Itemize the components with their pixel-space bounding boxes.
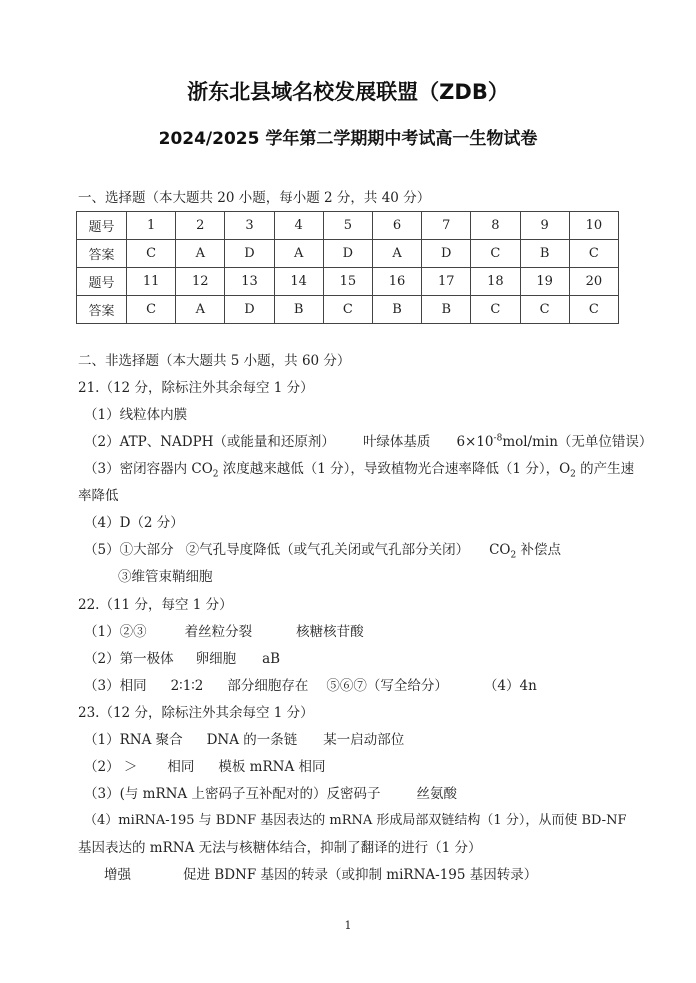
q21-a3-part2: 浓度越来越低（1 分），导致植物光合速率降低（1 分），O bbox=[218, 461, 571, 477]
question-number: 1 bbox=[127, 212, 176, 240]
question-number: 7 bbox=[422, 212, 471, 240]
question-number: 12 bbox=[176, 268, 225, 296]
question-number: 10 bbox=[569, 212, 618, 240]
q23-a1-part1: （1）RNA 聚合 bbox=[84, 732, 183, 748]
q23-a2-part3: 模板 mRNA 相同 bbox=[218, 759, 326, 775]
q21-a3-sub1: 2 bbox=[212, 469, 219, 480]
question-number: 4 bbox=[274, 212, 323, 240]
q21-answer-5 bbox=[84, 541, 561, 559]
q23-a1-part2: DNA 的一条链 bbox=[206, 732, 298, 748]
q22-a1-part3: 核糖核苷酸 bbox=[296, 624, 364, 640]
q23-a5-part2: 促进 BDNF 基因的转录（或抑制 miRNA-195 基因转录） bbox=[183, 867, 538, 883]
answer-cell: A bbox=[176, 296, 225, 324]
q21-a5-part1: （5）①大部分 bbox=[84, 542, 174, 558]
q22-a3-part2: 2∶1∶2 bbox=[170, 678, 204, 694]
answer-cell: B bbox=[372, 296, 421, 324]
q21-a2-exponent: -8 bbox=[493, 433, 503, 444]
answer-cell: B bbox=[274, 296, 323, 324]
q23-a3-part1: （3）(与 mRNA 上密码子互补配对的）反密码子 bbox=[84, 786, 381, 802]
answer-cell: A bbox=[372, 240, 421, 268]
q21-a2-part1: （2）ATP、NADPH（或能量和还原剂） bbox=[84, 434, 335, 450]
row-label-number: 题号 bbox=[77, 212, 127, 240]
q22-answer-2 bbox=[84, 650, 280, 668]
document-subtitle: 2024/2025 学年第二学期期中考试高一生物试卷 bbox=[158, 129, 538, 149]
q23-a5-part1: 增强 bbox=[104, 867, 131, 883]
table-row-answers-1 bbox=[77, 240, 619, 268]
q23-answer-1 bbox=[84, 731, 404, 749]
table-row-answers-2 bbox=[77, 296, 619, 324]
q23-a2-part1: （2） ＞ bbox=[84, 759, 138, 775]
q21-a2-part3-post: mol/min（无单位错误） bbox=[502, 434, 653, 450]
question-number: 20 bbox=[569, 268, 618, 296]
row-label-answer: 答案 bbox=[77, 296, 127, 324]
section2-heading: 二、非选择题（本大题共 5 小题，共 60 分） bbox=[78, 353, 351, 369]
question-number: 13 bbox=[225, 268, 274, 296]
q22-answer-4: （4）4n bbox=[483, 678, 537, 694]
question-number: 3 bbox=[225, 212, 274, 240]
q23-answer-3 bbox=[84, 785, 457, 803]
q21-header: 21.（12 分，除标注外其余每空 1 分） bbox=[78, 380, 314, 396]
q23-answer-4-continued: 基因表达的 mRNA 无法与核糖体结合，抑制了翻译的进行（1 分） bbox=[78, 840, 482, 856]
question-number: 5 bbox=[323, 212, 372, 240]
q22-header: 22.（11 分，每空 1 分） bbox=[78, 597, 233, 613]
question-number: 9 bbox=[520, 212, 569, 240]
q22-a3-part3: 部分细胞存在 bbox=[227, 678, 309, 694]
answer-cell: C bbox=[520, 296, 569, 324]
q22-a1-part1: （1）②③ bbox=[84, 624, 147, 640]
question-number: 11 bbox=[127, 268, 176, 296]
table-row-numbers-1 bbox=[77, 212, 619, 240]
question-number: 15 bbox=[323, 268, 372, 296]
answer-table bbox=[76, 211, 619, 324]
question-number: 8 bbox=[471, 212, 520, 240]
q22-a2-part2: 卵细胞 bbox=[195, 651, 237, 667]
answer-cell: C bbox=[569, 296, 618, 324]
document-title: 浙东北县域名校发展联盟（ZDB） bbox=[187, 80, 509, 104]
q23-answer-5 bbox=[104, 866, 537, 884]
question-number: 19 bbox=[520, 268, 569, 296]
row-label-number: 题号 bbox=[77, 268, 127, 296]
row-label-answer: 答案 bbox=[77, 240, 127, 268]
answer-cell: D bbox=[422, 240, 471, 268]
q22-a1-part2: 着丝粒分裂 bbox=[184, 624, 253, 640]
question-number: 17 bbox=[422, 268, 471, 296]
answer-cell: C bbox=[471, 296, 520, 324]
question-number: 18 bbox=[471, 268, 520, 296]
question-number: 16 bbox=[372, 268, 421, 296]
question-number: 2 bbox=[176, 212, 225, 240]
q22-answer-3 bbox=[84, 677, 537, 695]
q23-answer-4: （4）miRNA-195 与 BDNF 基因表达的 mRNA 形成局部双链结构（1 分），从而使 BD-NF bbox=[84, 813, 627, 828]
q22-a3-part1: （3）相同 bbox=[84, 678, 147, 694]
answer-cell: B bbox=[422, 296, 471, 324]
question-number: 14 bbox=[274, 268, 323, 296]
question-number: 6 bbox=[372, 212, 421, 240]
answer-cell: C bbox=[127, 296, 176, 324]
q23-a2-part2: 相同 bbox=[167, 759, 195, 775]
q21-answer-3 bbox=[84, 460, 634, 478]
page-number: 1 bbox=[344, 919, 352, 932]
q21-a5-part3-post: 补偿点 bbox=[516, 542, 562, 558]
q21-a2-part3-pre: 6×10 bbox=[456, 434, 494, 450]
q21-a5-part3-pre: CO bbox=[489, 542, 511, 558]
q21-a3-part1: （3）密闭容器内 CO bbox=[84, 461, 213, 477]
q23-a3-part2: 丝氨酸 bbox=[416, 786, 457, 802]
answer-cell: A bbox=[176, 240, 225, 268]
answer-cell: C bbox=[569, 240, 618, 268]
answer-cell: C bbox=[323, 296, 372, 324]
q22-a2-part1: （2）第一极体 bbox=[84, 651, 174, 667]
q21-answer-1: （1）线粒体内膜 bbox=[84, 407, 188, 423]
table-row-numbers-2 bbox=[77, 268, 619, 296]
q22-answer-1 bbox=[84, 623, 364, 641]
q23-answer-2 bbox=[84, 758, 326, 776]
q21-answer-5-continued: ③维管束鞘细胞 bbox=[118, 569, 213, 585]
q21-a2-part2: 叶绿体基质 bbox=[362, 434, 431, 450]
q21-a5-part2: ②气孔导度降低（或气孔关闭或气孔部分关闭） bbox=[185, 542, 470, 558]
q21-answer-3-continued: 率降低 bbox=[78, 488, 119, 504]
q21-answer-2 bbox=[84, 433, 652, 451]
section1-heading: 一、选择题（本大题共 20 小题，每小题 2 分，共 40 分） bbox=[78, 190, 431, 206]
answer-cell: C bbox=[127, 240, 176, 268]
answer-cell: D bbox=[323, 240, 372, 268]
q22-a3-part4: ⑤⑥⑦（写全给分） bbox=[326, 678, 448, 694]
answer-cell: D bbox=[225, 296, 274, 324]
q21-answer-4: （4）D（2 分） bbox=[84, 515, 184, 531]
q23-a1-part3: 某一启动部位 bbox=[323, 732, 405, 748]
q21-a3-sub2: 2 bbox=[570, 469, 576, 480]
answer-cell: C bbox=[471, 240, 520, 268]
q22-a2-part3: aB bbox=[262, 651, 281, 667]
answer-cell: A bbox=[274, 240, 323, 268]
q21-a5-sub: 2 bbox=[510, 550, 517, 561]
answer-cell: D bbox=[225, 240, 274, 268]
q23-header: 23.（12 分，除标注外其余每空 1 分） bbox=[78, 705, 314, 721]
answer-cell: B bbox=[520, 240, 569, 268]
q21-a3-part3: 的产生速 bbox=[575, 461, 635, 477]
